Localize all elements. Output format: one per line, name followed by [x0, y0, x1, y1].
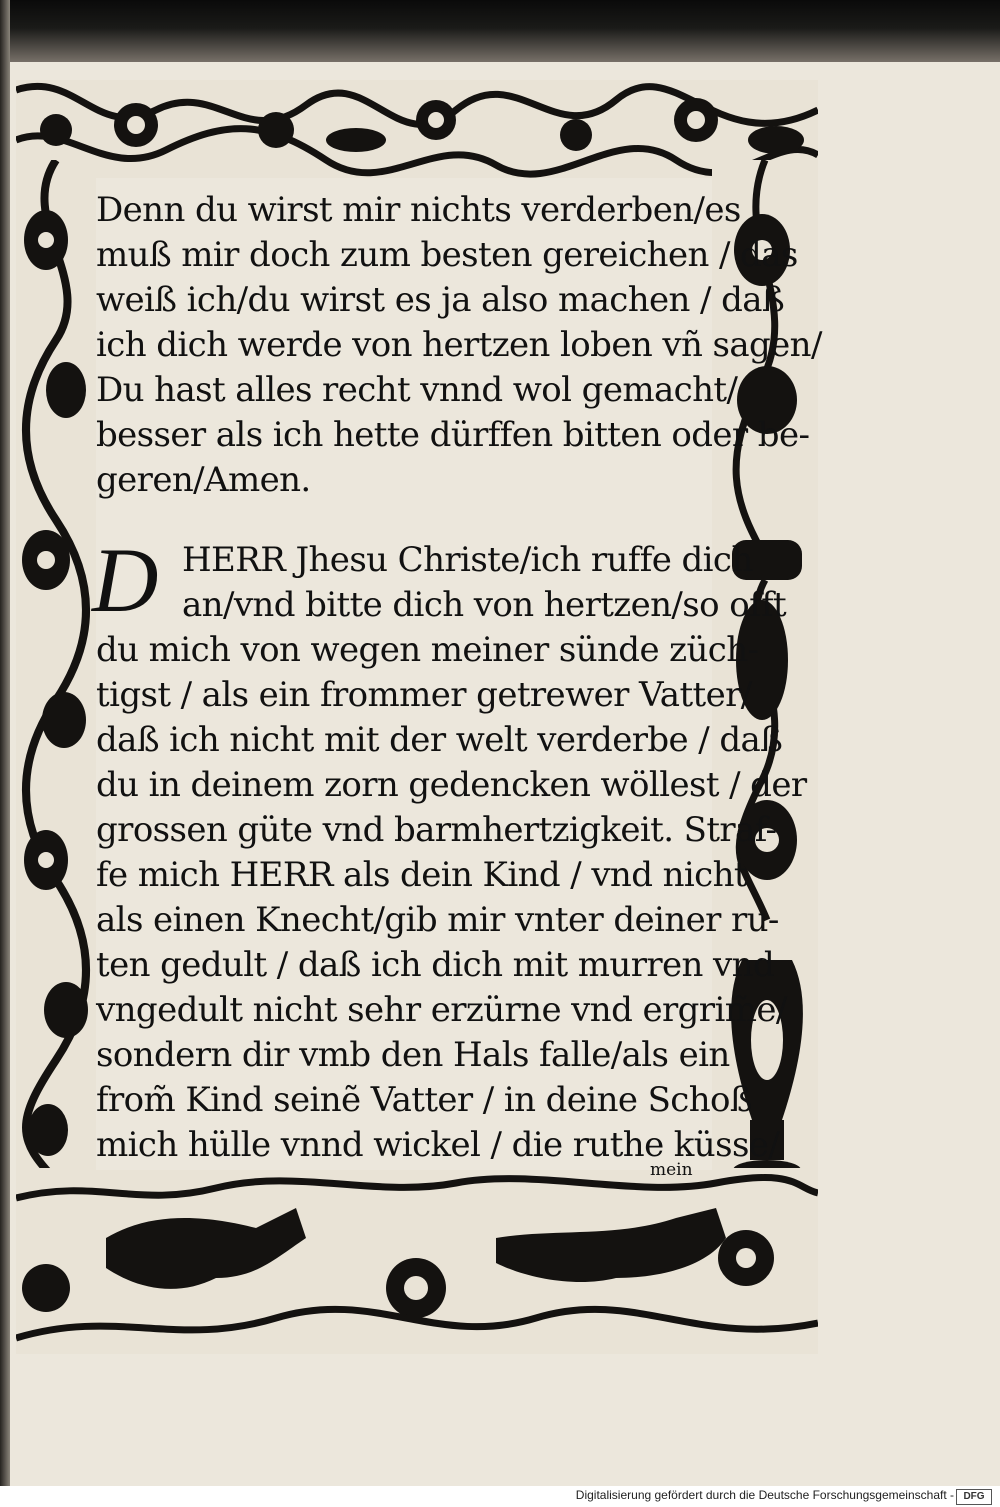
catchword: mein: [650, 1160, 693, 1180]
woodcut-border-top: [16, 80, 818, 180]
text-line: from̃ Kind seinẽ Vatter / in deine Schoß: [96, 1080, 753, 1120]
text-line: muß mir doch zum besten gereichen / das: [96, 235, 798, 275]
decorated-initial: D: [92, 529, 159, 631]
text-line: ten gedult / daß ich dich mit murren vnd: [96, 945, 775, 985]
text-block: [92, 178, 822, 1170]
text-line: grossen güte vnd barmhertzigkeit. Straf-: [96, 810, 777, 850]
text-line: du in deinem zorn gedencken wöllest / der: [96, 765, 807, 805]
text-line: ich dich werde von hertzen loben vñ sagen/: [96, 325, 822, 365]
woodcut-border-bottom: [16, 1168, 818, 1354]
text-line: fe mich HERR als dein Kind / vnd nicht: [96, 855, 747, 895]
text-line: vngedult nicht sehr erzürne vnd ergrim̃e/: [96, 990, 787, 1030]
text-line: mich hülle vnnd wickel / die ruthe küsse/: [96, 1125, 780, 1165]
text-line: an/vnd bitte dich von hertzen/so offt: [182, 585, 787, 625]
text-line: geren/Amen.: [96, 460, 311, 500]
dfg-logo: DFG: [956, 1489, 992, 1505]
text-line: du mich von wegen meiner sünde züch-: [96, 630, 759, 670]
text-line: sondern dir vmb den Hals falle/als ein: [96, 1035, 730, 1075]
text-line: HERR Jhesu Christe/ich ruffe dich: [182, 540, 753, 580]
text-line: tigst / als ein frommer getrewer Vatter/: [96, 675, 752, 715]
text-line: Du hast alles recht vnnd wol gemacht/: [96, 370, 738, 410]
text-line: besser als ich hette dürffen bitten oder be-: [96, 415, 810, 455]
footer-credit: Digitalisierung gefördert durch die Deutsche Forschungsgemeinschaft -: [575, 1488, 954, 1502]
scan-left-edge: [0, 0, 10, 1490]
text-line: daß ich nicht mit der welt verderbe / daß: [96, 720, 783, 760]
text-line: Denn du wirst mir nichts verderben/es: [96, 190, 741, 230]
text-line: als einen Knecht/gib mir vnter deiner ru-: [96, 900, 779, 940]
scan-top-edge: [0, 0, 1000, 62]
text-line: weiß ich/du wirst es ja also machen / daß: [96, 280, 785, 320]
woodcut-border-left: [16, 160, 96, 1180]
